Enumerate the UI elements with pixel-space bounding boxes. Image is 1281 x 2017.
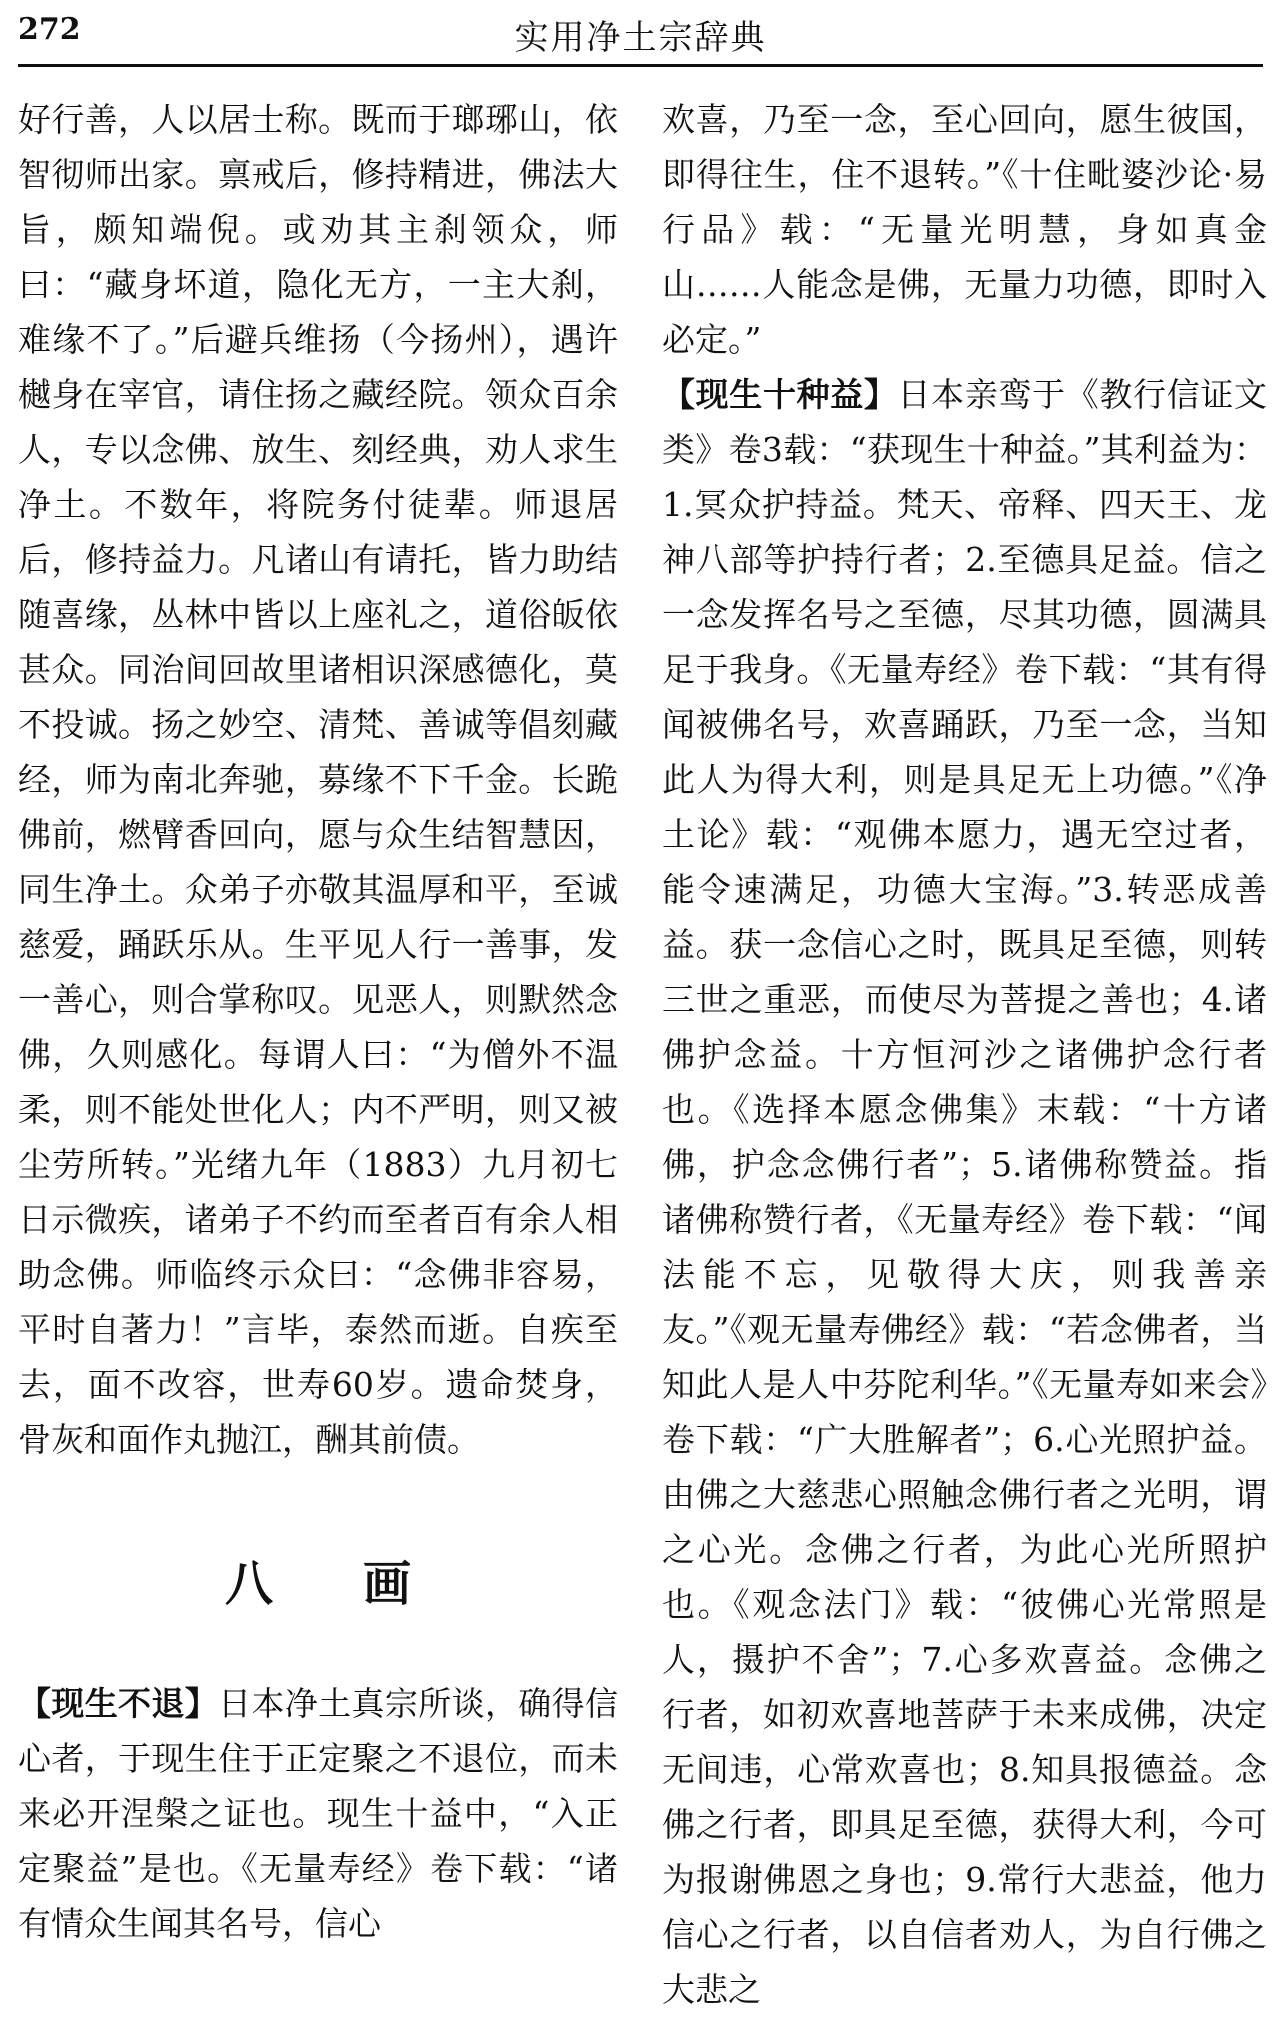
entry-term: 【现生十种益】 bbox=[662, 375, 898, 414]
entry-body: 日本亲鸾于《教行信证文类》卷3载：“获现生十种益。”其利益为：1.冥众护持益。梵天、帝释、四天王、龙神八部等护持行者；2.至德具足益。信之一念发挥名号之至德，尽其功德，圆满具足于我身。《无量寿经》卷下载：“其有得闻被佛名号，欢喜踊跃，乃至一念，当知此人为得大利，则是具足无上功德。”《净土论》载：“观佛本愿力，遇无空过者，能令速满足，功德大宝海。”3.转恶成善益。获一念信心之时，既具足至德，则转三世之重恶，而使尽为菩提之善也；4.诸佛护念益。十方恒河沙之诸佛护念行者也。《选择本愿念佛集》末载：“十方诸佛，护念念佛行者”；5.诸佛称赞益。指诸佛称赞行者，《无量寿经》卷下载：“闻法能不忘，见敬得大庆，则我善亲友。”《观无量寿佛经》载：“若念佛者，当知此人是人中芬陀利华。”《无量寿如来会》卷下载：“广大胜解者”；6.心光照护益。由佛之大慈悲心照触念佛行者之光明，谓之心光。念佛之行者，为此心光所照护也。《观念法门》载：“彼佛心光常照是人，摄护不舍”；7.心多欢喜益。念佛之行者，如初欢喜地菩萨于未来成佛，决定无间违，心常欢喜也；8.知具报德益。念佛之行者，即具足至德，获得大利，今可为报谢佛恩之身也；9.常行大悲益，他力信心之行者，以自信者劝人，为自行佛之大悲之 bbox=[662, 375, 1268, 2009]
entry-continuation: 好行善，人以居士称。既而于瑯琊山，依智彻师出家。禀戒后，修持精进，佛法大旨，颇知端倪。或劝其主刹领众，师曰：“藏身坏道，隐化无方，一主大刹，难缘不了。”后避兵维扬（今扬州），遇许樾身在宰官，请住扬之藏经院。领众百余人，专以念佛、放生、刻经典，劝人求生净土。不数年，将院务付徒辈。师退居后，修持益力。凡诸山有请托，皆力助结随喜缘，丛林中皆以上座礼之，道俗皈依甚众。同治间回故里诸相识深感德化，莫不投诚。扬之妙空、清梵、善诚等倡刻藏经，师为南北奔驰，募缘不下千金。长跪佛前，燃臂香回向，愿与众生结智慧因，同生净土。众弟子亦敬其温厚和平，至诚慈爱，踊跃乐从。生平见人行一善事，发一善心，则合掌称叹。见恶人，则默然念佛，久则感化。每谓人曰：“为僧外不温柔，则不能处世化人；内不严明，则又被尘劳所转。”光绪九年（1883）九月初七日示微疾，诸弟子不约而至者百有余人相助念佛。师临终示众曰：“念佛非容易，平时自著力！”言毕，泰然而逝。自疾至去，面不改容，世寿60岁。遗命焚身，骨灰和面作丸抛江，酬其前债。 bbox=[18, 100, 618, 1459]
dictionary-entry bbox=[662, 367, 1267, 2017]
right-column bbox=[662, 92, 1267, 2017]
entry-body: 日本净土真宗所谈，确得信心者，于现生住于正定聚之不退位，而未来必开涅槃之证也。现生十益中，“入正定聚益”是也。《无量寿经》卷下载：“诸有情众生闻其名号，信心 bbox=[18, 1684, 619, 1943]
section-heading: 八画 bbox=[224, 1556, 501, 1612]
dictionary-entry bbox=[18, 1676, 618, 1951]
page-number: 272 bbox=[18, 12, 81, 47]
entry-term: 【现生不退】 bbox=[18, 1684, 219, 1723]
book-title: 实用净土宗辞典 bbox=[514, 18, 767, 58]
page-header bbox=[18, 6, 1263, 67]
entry-continuation: 欢喜，乃至一念，至心回向，愿生彼国，即得往生，住不退转。”《十住毗婆沙论·易行品》载：“无量光明慧，身如真金山……人能念是佛，无量力功德，即时入必定。” bbox=[662, 100, 1267, 359]
left-column bbox=[18, 92, 618, 1951]
